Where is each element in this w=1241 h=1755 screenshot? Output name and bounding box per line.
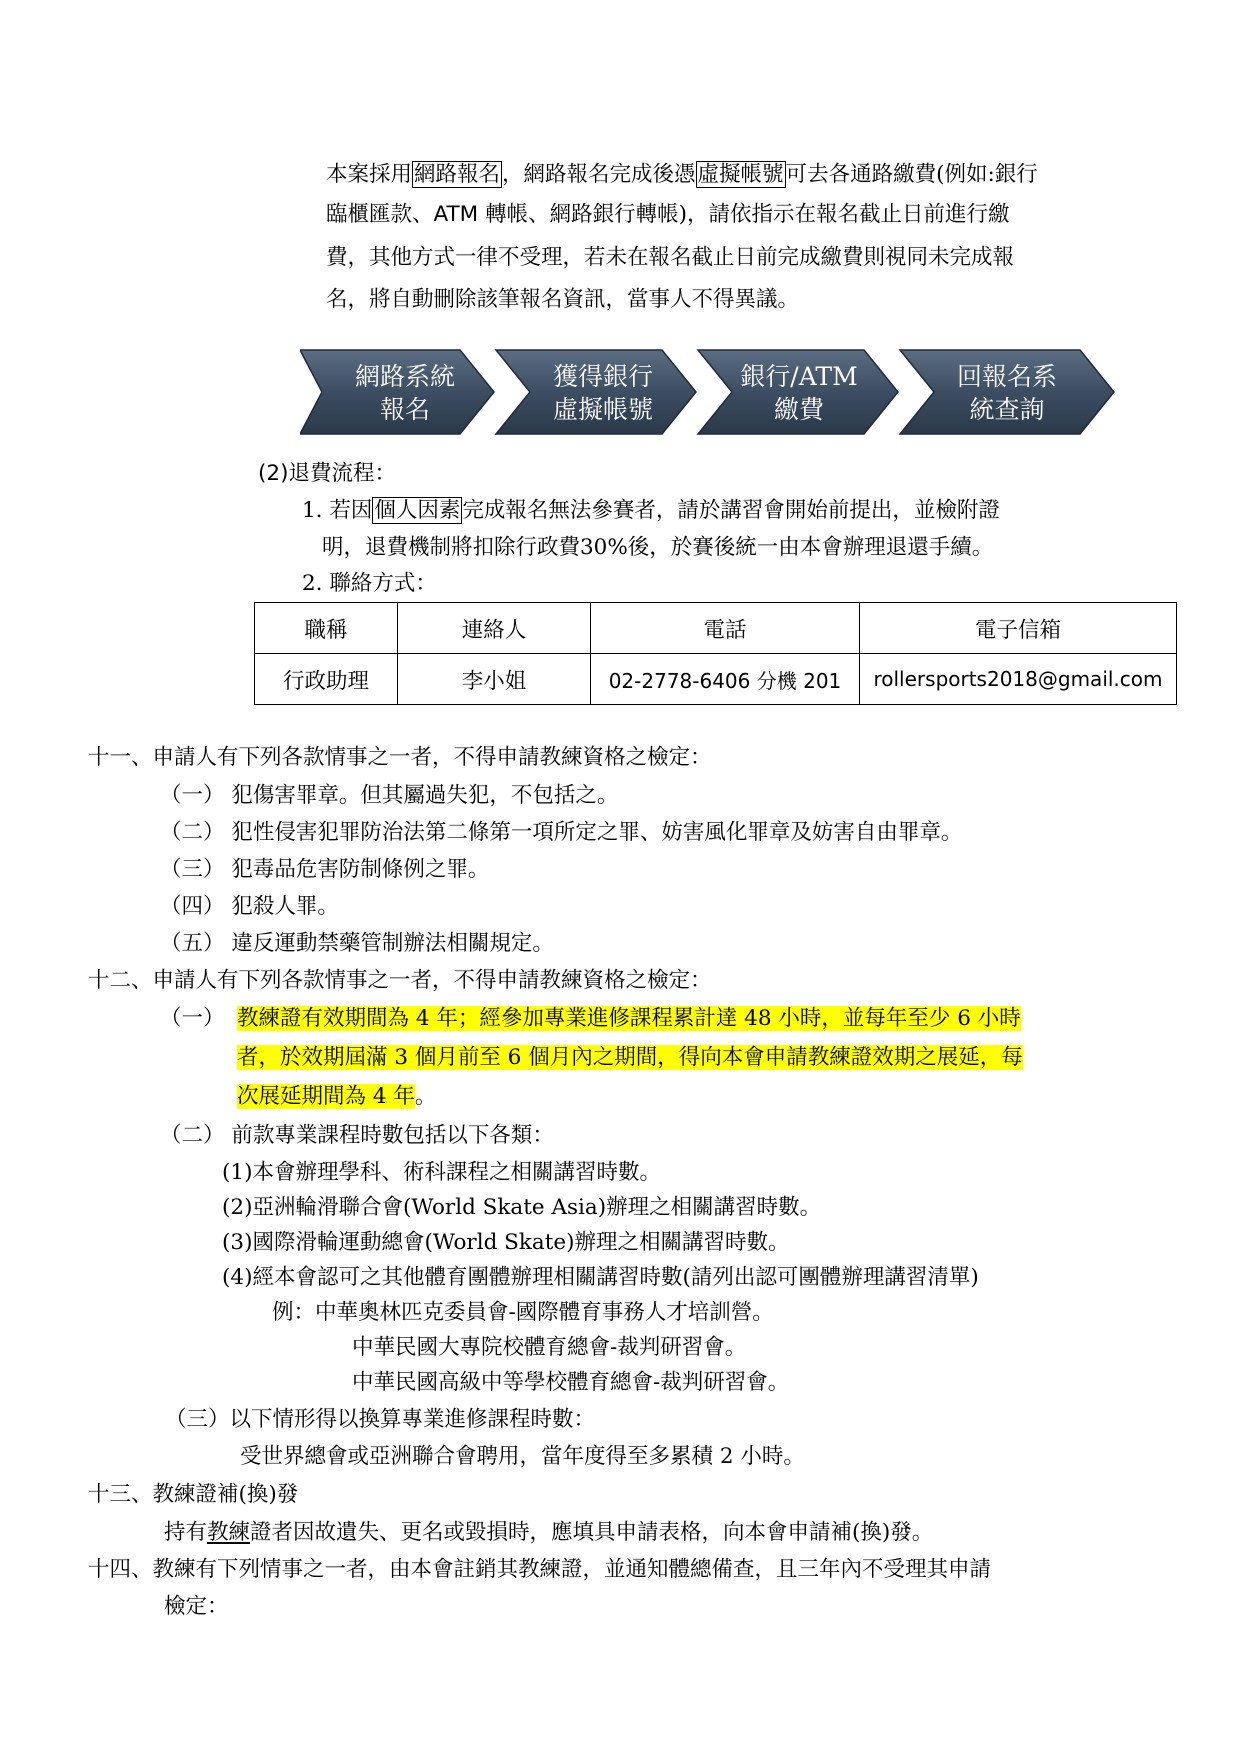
intro-text: 臨櫃匯款、 [326, 202, 434, 227]
flow-step-label: 虛擬帳號 [552, 395, 653, 424]
section-12-item-3: （三）以下情形得以換算專業進修課程時數： [165, 1407, 596, 1432]
table-header: 電話 [591, 603, 860, 654]
table-header: 連絡人 [398, 603, 591, 654]
section-14-title: 十四、教練有下列情事之一者，由本會註銷其教練證，並通知體總備查，且三年內不受理其申請 [88, 1557, 992, 1582]
table-header: 職稱 [255, 603, 398, 654]
section-11-item-2: （二） 犯性侵害犯罪防治法第二條第一項所定之罪、妨害風化罪章及妨害自由罪章。 [160, 820, 963, 845]
table-cell-phone: 02-2778-6406 分機 201 [591, 654, 860, 705]
intro-line-1 [326, 160, 1038, 190]
section-12-item-3-body: 受世界總會或亞洲聯合會聘用，當年度得至多累積 2 小時。 [240, 1444, 805, 1469]
section-12-item-1-label: （一） [160, 1006, 225, 1031]
email-link[interactable]: rollersports2018@gmail.com [860, 654, 1177, 705]
intro-text: 轉帳、網路銀行轉帳)，請依指示在報名截止日前進行繳 [478, 202, 1010, 227]
section-12-example-1: 例：中華奧林匹克委員會-國際體育事務人才培訓營。 [272, 1300, 774, 1325]
refund-text: 完成報名無法參賽者，請於講習會開始前提出，並檢附證 [462, 498, 1000, 523]
flow-step-3 [724, 360, 874, 426]
section-12-example-3: 中華民國高級中等學校體育總會-裁判研習會。 [352, 1370, 790, 1395]
table-cell-contact: 李小姐 [398, 654, 591, 705]
highlighted-text: 者，於效期屆滿 3 個月前至 6 個月內之期間，得向本會申請教練證效期之展延，每 [237, 1045, 1023, 1070]
refund-item-1 [302, 496, 1000, 526]
section-13-text: 證者因故遺失、更名或毀損時，應填具申請表格，向本會申請補(換)發。 [250, 1520, 934, 1545]
intro-text: 本案採用 [326, 162, 413, 187]
section-14-cont: 檢定： [164, 1594, 229, 1619]
table-header-row [255, 603, 1177, 654]
contact-table [254, 602, 1177, 705]
table-row [255, 654, 1177, 705]
section-11-title: 十一、申請人有下列各款情事之一者，不得申請教練資格之檢定： [88, 745, 712, 770]
personal-reason-box: 個人因素 [374, 498, 461, 523]
intro-line-2 [326, 200, 1009, 230]
section-13-title: 十三、教練證補(換)發 [88, 1482, 299, 1507]
refund-item-2: 2. 聯絡方式： [302, 571, 437, 596]
flow-step-label: 銀行/ATM [740, 362, 858, 391]
refund-text: 1. 若因 [302, 498, 373, 523]
intro-text: ，網路報名完成後憑 [502, 162, 696, 187]
highlighted-text: 教練證有效期間為 4 年；經參加專業進修課程累計達 48 小時，並每年至少 6 小時 [237, 1006, 1021, 1031]
section-13-body [164, 1518, 933, 1548]
intro-line-3: 費，其他方式一律不受理，若未在報名截止日前完成繳費則視同未完成報 [326, 245, 1015, 270]
flow-step-label: 報名 [379, 395, 430, 424]
section-12-item-1-line-2 [237, 1043, 1023, 1073]
intro-text: 可去各通路繳費(例如:銀行 [785, 162, 1038, 187]
payment-flow-diagram [300, 348, 1115, 436]
section-11-item-1: （一） 犯傷害罪章。但其屬過失犯，不包括之。 [160, 783, 619, 808]
table-header: 電子信箱 [860, 603, 1177, 654]
section-12-example-2: 中華民國大專院校體育總會-裁判研習會。 [352, 1335, 747, 1360]
section-12-item-1-line-3 [237, 1082, 436, 1112]
intro-line-4: 名，將自動刪除該筆報名資訊，當事人不得異議。 [326, 287, 800, 312]
section-11-item-4: （四） 犯殺人罪。 [160, 894, 339, 919]
flow-step-label: 統查詢 [969, 395, 1045, 424]
section-12-item-1-line-1 [237, 1004, 1021, 1034]
section-12-sub-3: (3)國際滑輪運動總會(World Skate)辦理之相關講習時數。 [222, 1230, 790, 1255]
section-12-sub-1: (1)本會辦理學科、術科課程之相關講習時數。 [222, 1160, 661, 1185]
online-registration-box: 網路報名 [414, 162, 501, 187]
section-12-item-2: （二） 前款專業課程時數包括以下各類： [160, 1123, 554, 1148]
flow-step-label: 獲得銀行 [552, 362, 653, 391]
section-11-item-5: （五） 違反運動禁藥管制辦法相關規定。 [160, 931, 554, 956]
flow-step-1 [330, 360, 480, 426]
section-12-sub-4: (4)經本會認可之其他體育團體辦理相關講習時數(請列出認可團體辦理講習清單) [222, 1265, 979, 1290]
section-11-item-3: （三） 犯毒品危害防制條例之罪。 [160, 857, 490, 882]
flow-step-label: 繳費 [773, 395, 824, 424]
flow-step-label: 回報名系 [956, 362, 1057, 391]
refund-title [258, 459, 396, 489]
section-13-text: 持有 [164, 1520, 208, 1545]
virtual-account-box: 虛擬帳號 [697, 162, 784, 187]
underlined-text: 教練 [207, 1520, 251, 1545]
section-12-sub-2: (2)亞洲輪滑聯合會(World Skate Asia)辦理之相關講習時數。 [222, 1195, 822, 1220]
refund-item-1-cont: 明，退費機制將扣除行政費30%後，於賽後統一由本會辦理退還手續。 [322, 535, 994, 560]
period: 。 [414, 1084, 437, 1109]
flow-step-4 [932, 360, 1082, 426]
flow-step-2 [528, 360, 678, 426]
highlighted-text: 次展延期間為 4 年 [237, 1084, 415, 1109]
section-12-title: 十二、申請人有下列各款情事之一者，不得申請教練資格之檢定： [88, 968, 712, 993]
intro-text: ATM [433, 202, 479, 227]
table-cell-title: 行政助理 [255, 654, 398, 705]
refund-title-text: 退費流程： [288, 461, 396, 486]
refund-title-number: (2) [258, 461, 289, 486]
flow-step-label: 網路系統 [354, 362, 455, 391]
